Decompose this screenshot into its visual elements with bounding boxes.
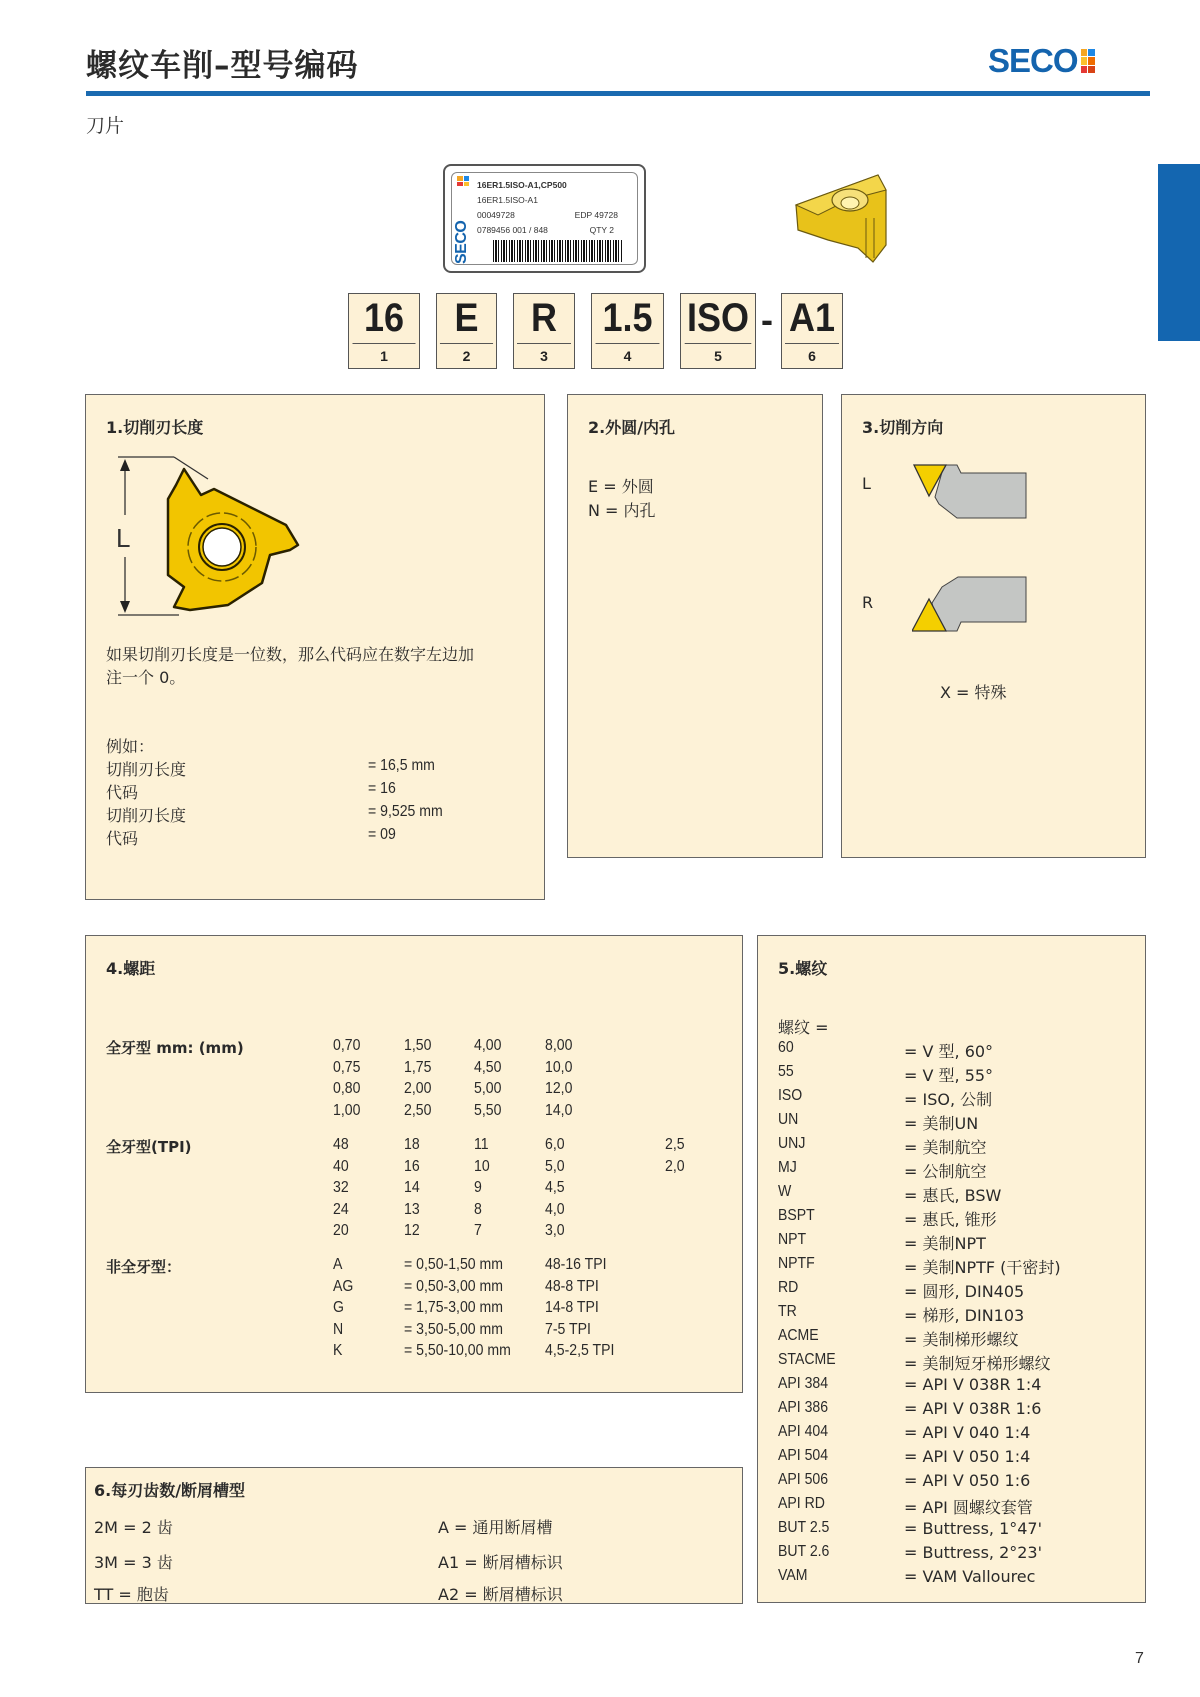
code-value: ISO <box>685 294 752 344</box>
thread-code: UNJ <box>778 1135 806 1152</box>
example-label: 代码 <box>106 829 139 848</box>
code-index: 5 <box>714 348 722 364</box>
thread-code: MJ <box>778 1159 797 1176</box>
insert-length-diagram-icon <box>104 455 304 625</box>
panel-pitch <box>85 935 743 1393</box>
thread-code: RD <box>778 1279 799 1296</box>
thread-code: VAM <box>778 1567 808 1584</box>
pitch-tpi-value: 11 <box>474 1136 489 1153</box>
direction-left-label: L <box>862 474 871 493</box>
header-rule <box>86 91 1150 96</box>
thread-description: = API V 038R 1:6 <box>904 1399 1042 1418</box>
thread-description: = VAM Vallourec <box>904 1567 1036 1586</box>
thread-heading: 螺纹 = <box>778 1018 829 1037</box>
thread-code: W <box>778 1183 792 1200</box>
panel-title: 2.外圆/内孔 <box>588 418 676 437</box>
example-value: = 16 <box>368 780 396 797</box>
pitch-tpi-value: 5,0 <box>545 1157 565 1175</box>
partial-profile-label: 非全牙型： <box>106 1258 182 1276</box>
thread-code: NPT <box>778 1231 807 1248</box>
label-brand: SECO <box>453 220 470 264</box>
pitch-tpi-value: 9 <box>474 1179 482 1196</box>
label-logo-mark-icon <box>457 176 469 186</box>
partial-tpi: 48-8 TPI <box>545 1277 599 1295</box>
svg-text:L: L <box>116 523 131 553</box>
direction-right-label: R <box>862 593 874 612</box>
partial-range: = 5,50-10,00 mm <box>404 1342 511 1359</box>
left-hand-tool-icon <box>912 463 1032 523</box>
pitch-mm-value: 2,00 <box>404 1080 432 1097</box>
thread-description: = API V 038R 1:4 <box>904 1375 1042 1394</box>
pitch-tpi-value: 14 <box>404 1179 420 1196</box>
thread-code: BUT 2.5 <box>778 1519 830 1536</box>
thread-description: = 美制航空 <box>904 1138 987 1157</box>
partial-range: = 0,50-3,00 mm <box>404 1277 503 1295</box>
thread-code: API 384 <box>778 1375 829 1392</box>
direction-special: X = 特殊 <box>940 683 1007 702</box>
panel-title: 6.每刃齿数/断屑槽型 <box>94 1481 246 1500</box>
partial-code: A <box>333 1256 343 1273</box>
pitch-mm-value: 5,50 <box>474 1101 502 1119</box>
code-value: E <box>440 294 493 344</box>
pitch-tpi-value: 24 <box>333 1200 349 1218</box>
label-line-3-right: EDP 49728 <box>574 210 618 220</box>
code-index: 3 <box>540 348 548 364</box>
partial-tpi: 7-5 TPI <box>545 1320 591 1338</box>
length-note-line-2: 注一个 0。 <box>106 668 186 687</box>
thread-description: = 美制NPT <box>904 1234 986 1253</box>
code-box-2 <box>436 293 497 369</box>
code-value: 1.5 <box>596 294 660 344</box>
full-profile-mm-label: 全牙型 mm: (mm) <box>106 1039 244 1057</box>
example-label: 代码 <box>106 783 139 802</box>
example-heading: 例如： <box>106 737 155 756</box>
partial-code: N <box>333 1320 344 1338</box>
thread-code: UN <box>778 1111 799 1128</box>
chipbreaker-item: A2 = 断屑槽标识 <box>438 1585 563 1604</box>
pitch-tpi-value: 2,5 <box>665 1136 685 1153</box>
thread-description: = 公制航空 <box>904 1162 987 1181</box>
length-note-line-1: 如果切削刃长度是一位数，那么代码应在数字左边加 <box>106 645 475 664</box>
logo-text: SECO <box>988 42 1078 79</box>
code-separator: - <box>761 299 773 340</box>
thread-description: = 梯形, DIN103 <box>904 1306 1025 1325</box>
thread-description: = V 型, 55° <box>904 1066 994 1085</box>
code-value: R <box>517 294 571 344</box>
thread-code: API 504 <box>778 1447 829 1464</box>
side-tab-marker <box>1158 164 1200 341</box>
partial-range: = 0,50-1,50 mm <box>404 1256 503 1273</box>
type-external: E = 外圆 <box>588 477 654 496</box>
thread-description: = 美制NPTF (干密封) <box>904 1258 1061 1277</box>
panel-title: 1.切削刃长度 <box>106 418 204 437</box>
thread-description: = API V 050 1:4 <box>904 1447 1031 1466</box>
pitch-tpi-value: 18 <box>404 1136 420 1153</box>
pitch-mm-value: 8,00 <box>545 1037 573 1054</box>
page-number: 7 <box>1135 1650 1144 1667</box>
seco-logo <box>988 44 1095 78</box>
code-box-5 <box>680 293 756 369</box>
pitch-tpi-value: 32 <box>333 1179 349 1196</box>
partial-tpi: 14-8 TPI <box>545 1299 599 1316</box>
pitch-mm-value: 2,50 <box>404 1101 432 1119</box>
label-line-2: 16ER1.5ISO-A1 <box>477 195 538 205</box>
pitch-mm-value: 10,0 <box>545 1058 573 1076</box>
code-index: 6 <box>808 348 816 364</box>
pitch-mm-value: 1,00 <box>333 1101 361 1119</box>
thread-code: NPTF <box>778 1255 815 1272</box>
thread-code: BUT 2.6 <box>778 1543 830 1560</box>
pitch-mm-value: 4,50 <box>474 1058 502 1076</box>
partial-code: G <box>333 1299 344 1316</box>
pitch-mm-value: 1,75 <box>404 1058 432 1076</box>
panel-title: 3.切削方向 <box>862 418 944 437</box>
example-value: = 16,5 mm <box>368 757 435 774</box>
page-title: 螺纹车削–型号编码 <box>86 48 359 84</box>
right-hand-tool-icon <box>912 575 1032 637</box>
thread-code: API RD <box>778 1495 825 1512</box>
code-value: 16 <box>353 294 416 344</box>
thread-code: API 386 <box>778 1399 829 1416</box>
section-subtitle: 刀片 <box>86 115 125 137</box>
thread-code: 55 <box>778 1063 794 1080</box>
pitch-tpi-value: 13 <box>404 1200 420 1218</box>
full-profile-tpi-label: 全牙型(TPI) <box>106 1138 192 1156</box>
thread-code: STACME <box>778 1351 836 1368</box>
thread-description: = 美制短牙梯形螺纹 <box>904 1354 1051 1373</box>
thread-description: = 美制UN <box>904 1114 979 1133</box>
chipbreaker-item: A = 通用断屑槽 <box>438 1518 553 1537</box>
panel-thread-type <box>757 935 1146 1603</box>
thread-description: = API V 040 1:4 <box>904 1423 1031 1442</box>
thread-description: = V 型, 60° <box>904 1042 994 1061</box>
pitch-mm-value: 14,0 <box>545 1101 573 1119</box>
chipbreaker-item: A1 = 断屑槽标识 <box>438 1553 563 1572</box>
pitch-mm-value: 0,75 <box>333 1058 361 1076</box>
code-index: 1 <box>380 348 388 364</box>
pitch-mm-value: 0,80 <box>333 1080 361 1097</box>
thread-code: 60 <box>778 1039 794 1056</box>
thread-code: API 404 <box>778 1423 829 1440</box>
code-box-3 <box>513 293 575 369</box>
code-index: 4 <box>623 348 632 364</box>
code-index: 2 <box>462 348 471 364</box>
label-line-3-left: 00049728 <box>477 210 515 220</box>
partial-range: = 3,50-5,00 mm <box>404 1320 503 1338</box>
thread-description: = ISO, 公制 <box>904 1090 993 1109</box>
code-box-1 <box>348 293 420 369</box>
thread-description: = Buttress, 2°23' <box>904 1543 1043 1562</box>
thread-description: = 美制梯形螺纹 <box>904 1330 1019 1349</box>
example-label: 切削刃长度 <box>106 760 187 779</box>
pitch-mm-value: 12,0 <box>545 1080 573 1097</box>
pitch-tpi-value: 12 <box>404 1222 420 1239</box>
thread-code: API 506 <box>778 1471 829 1488</box>
thread-description: = API 圆螺纹套管 <box>904 1498 1033 1517</box>
panel-cutting-direction <box>841 394 1146 858</box>
partial-code: K <box>333 1342 343 1359</box>
panel-cutting-length <box>85 394 545 900</box>
thread-description: = Buttress, 1°47' <box>904 1519 1043 1538</box>
pitch-tpi-value: 4,0 <box>545 1200 565 1218</box>
pitch-tpi-value: 10 <box>474 1157 490 1175</box>
thread-description: = 惠氏, 锥形 <box>904 1210 997 1229</box>
pitch-tpi-value: 6,0 <box>545 1136 565 1153</box>
panel-teeth-chipbreaker <box>85 1467 743 1604</box>
pitch-mm-value: 1,50 <box>404 1037 432 1054</box>
panel-external-internal <box>567 394 823 858</box>
code-box-4 <box>591 293 664 369</box>
thread-description: = 圆形, DIN405 <box>904 1282 1025 1301</box>
pitch-tpi-value: 3,0 <box>545 1222 565 1239</box>
pitch-tpi-value: 7 <box>474 1222 482 1239</box>
teeth-item: 2M = 2 齿 <box>94 1518 173 1537</box>
product-label <box>443 164 646 273</box>
code-box-6 <box>781 293 843 369</box>
example-label: 切削刃长度 <box>106 806 187 825</box>
barcode <box>493 240 623 262</box>
pitch-mm-value: 5,00 <box>474 1080 502 1097</box>
code-value: A1 <box>785 294 839 344</box>
example-value: = 9,525 mm <box>368 803 443 820</box>
pitch-tpi-value: 2,0 <box>665 1157 685 1175</box>
pitch-mm-value: 4,00 <box>474 1037 502 1054</box>
pitch-tpi-value: 40 <box>333 1157 349 1175</box>
pitch-tpi-value: 8 <box>474 1200 482 1218</box>
partial-tpi: 48-16 TPI <box>545 1256 607 1273</box>
example-value: = 09 <box>368 826 396 843</box>
label-line-4-left: 0789456 001 / 848 <box>477 225 548 235</box>
thread-code: BSPT <box>778 1207 815 1224</box>
pitch-tpi-value: 48 <box>333 1136 349 1153</box>
partial-code: AG <box>333 1277 354 1295</box>
insert-3d-icon <box>788 170 893 265</box>
partial-range: = 1,75-3,00 mm <box>404 1299 503 1316</box>
type-internal: N = 内孔 <box>588 501 656 520</box>
panel-title: 5.螺纹 <box>778 959 828 978</box>
label-line-1: 16ER1.5ISO-A1,CP500 <box>477 180 567 190</box>
pitch-mm-value: 0,70 <box>333 1037 361 1054</box>
teeth-item: 3M = 3 齿 <box>94 1553 173 1572</box>
thread-code: TR <box>778 1303 797 1320</box>
pitch-tpi-value: 16 <box>404 1157 420 1175</box>
pitch-tpi-value: 4,5 <box>545 1179 565 1196</box>
pitch-tpi-value: 20 <box>333 1222 349 1239</box>
logo-mark-icon <box>1081 49 1095 73</box>
teeth-item: TT = 胞齿 <box>94 1585 169 1604</box>
thread-description: = API V 050 1:6 <box>904 1471 1031 1490</box>
partial-tpi: 4,5-2,5 TPI <box>545 1342 615 1359</box>
panel-title: 4.螺距 <box>106 959 156 978</box>
thread-code: ISO <box>778 1087 803 1104</box>
thread-code: ACME <box>778 1327 819 1344</box>
label-line-4-right: QTY 2 <box>589 225 614 235</box>
thread-description: = 惠氏, BSW <box>904 1186 1002 1205</box>
